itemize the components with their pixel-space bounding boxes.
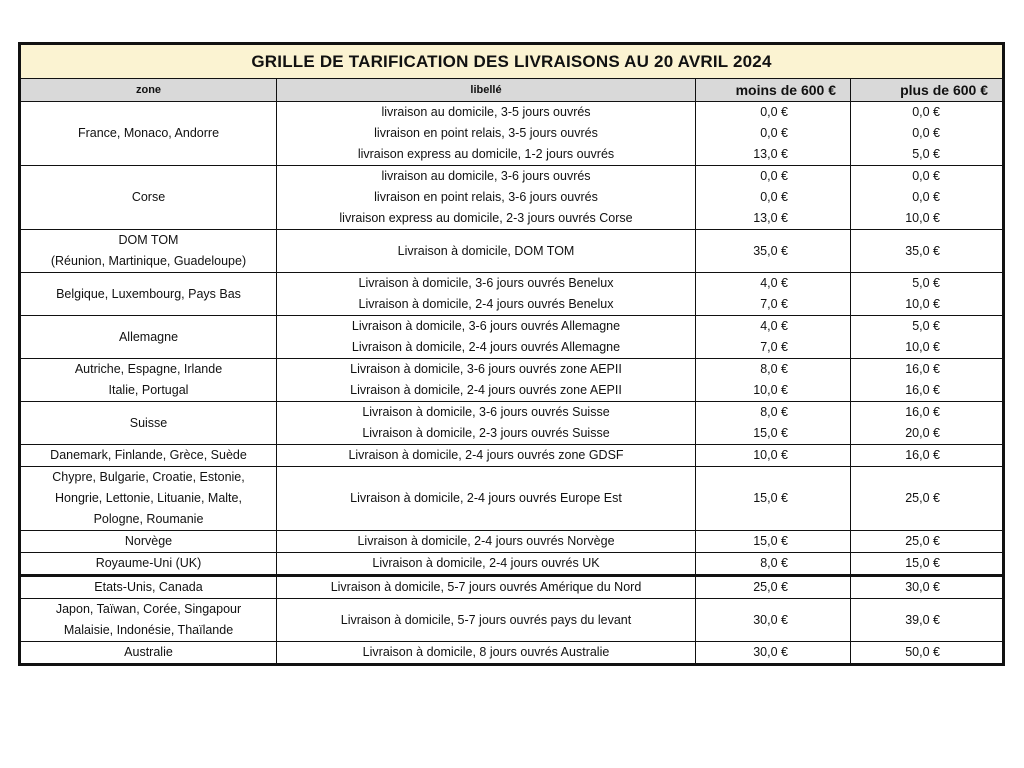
price-under-600-cell [696,402,851,445]
libelle-text: livraison express au domicile, 1-2 jours ouvrés [357,147,615,161]
libelle-cell [277,102,696,166]
price-over-600-cell [851,599,1004,642]
price-under-600-cell [696,642,851,665]
price-under-600: 8,0 € [760,556,788,570]
table-row [20,230,1004,273]
price-under-600: 7,0 € [760,340,788,354]
price-under-600-cell [696,230,851,273]
price-under-600-cell [696,316,851,359]
price-over-600: 16,0 € [905,448,940,462]
price-under-600: 30,0 € [753,645,788,659]
price-under-600: 30,0 € [753,612,788,627]
zone-label: Italie, Portugal [108,383,189,397]
price-under-600: 0,0 € [760,190,788,204]
libelle-cell [277,359,696,402]
libelle-text: livraison express au domicile, 2-3 jours ouvrés Corse [339,211,633,225]
table-row [20,531,1004,553]
price-over-600: 30,0 € [905,580,940,594]
price-over-600: 0,0 € [912,105,940,119]
price-over-600-cell [851,316,1004,359]
libelle-text: Livraison à domicile, 5-7 jours ouvrés Amérique du Nord [330,580,642,594]
column-header-libelle: libellé [277,79,696,102]
price-under-600: 0,0 € [760,169,788,183]
price-under-600: 15,0 € [753,426,788,440]
zone-label: Pologne, Roumanie [93,512,204,526]
table-row [20,402,1004,445]
table-row [20,467,1004,531]
zone-label: Autriche, Espagne, Irlande [74,362,223,376]
price-over-600-cell [851,445,1004,467]
libelle-text: Livraison à domicile, 5-7 jours ouvrés pays du levant [340,612,632,627]
table-row [20,642,1004,665]
table-row [20,359,1004,402]
zone-label: Danemark, Finlande, Grèce, Suède [50,448,247,462]
price-over-600: 10,0 € [905,211,940,225]
libelle-text: livraison en point relais, 3-5 jours ouvrés [374,126,598,140]
zone-cell [20,531,277,553]
libelle-text: Livraison à domicile, 2-4 jours ouvrés zone AEPII [350,383,622,397]
price-over-600-cell [851,102,1004,166]
table-row [20,166,1004,230]
libelle-text: Livraison à domicile, 2-4 jours ouvrés Benelux [358,297,614,311]
tariff-body [20,102,1004,665]
price-over-600: 16,0 € [905,405,940,419]
price-over-600: 5,0 € [912,276,940,290]
price-under-600: 7,0 € [760,297,788,311]
price-under-600-cell [696,445,851,467]
libelle-text: Livraison à domicile, 2-4 jours ouvrés Norvège [357,534,615,548]
libelle-cell [277,599,696,642]
price-over-600-cell [851,273,1004,316]
libelle-cell [277,642,696,665]
libelle-text: Livraison à domicile, 2-4 jours ouvrés zone GDSF [348,448,624,462]
zone-label: Hongrie, Lettonie, Lituanie, Malte, [55,491,242,505]
price-under-600-cell [696,273,851,316]
price-under-600: 10,0 € [753,448,788,462]
zone-cell [20,402,277,445]
table-row [20,599,1004,642]
libelle-cell [277,166,696,230]
libelle-cell [277,273,696,316]
price-under-600: 8,0 € [760,362,788,376]
zone-cell [20,166,277,230]
price-over-600-cell [851,230,1004,273]
zone-label: Chypre, Bulgarie, Croatie, Estonie, [52,470,245,484]
zone-label: Belgique, Luxembourg, Pays Bas [56,286,241,301]
price-under-600-cell [696,553,851,576]
price-over-600-cell [851,359,1004,402]
zone-label: Suisse [129,415,168,430]
libelle-text: Livraison à domicile, 3-6 jours ouvrés Benelux [358,276,614,290]
libelle-cell [277,553,696,576]
zone-label: (Réunion, Martinique, Guadeloupe) [50,254,247,268]
price-over-600-cell [851,531,1004,553]
price-over-600-cell [851,402,1004,445]
libelle-text: livraison au domicile, 3-6 jours ouvrés [381,169,591,183]
table-row [20,576,1004,599]
zone-label: Corse [131,190,166,204]
zone-label: Australie [124,645,173,659]
price-under-600: 4,0 € [760,276,788,290]
zone-label: Norvège [124,534,173,548]
price-under-600: 25,0 € [753,580,788,594]
price-over-600-cell [851,467,1004,531]
price-over-600-cell [851,553,1004,576]
column-header-moins-600: moins de 600 € [696,79,851,102]
zone-cell [20,445,277,467]
column-header-plus-600: plus de 600 € [851,79,1004,102]
zone-label: Royaume-Uni (UK) [95,556,202,570]
price-over-600: 0,0 € [912,126,940,140]
table-row [20,102,1004,166]
price-over-600: 10,0 € [905,340,940,354]
price-over-600: 15,0 € [905,556,940,570]
price-under-600-cell [696,467,851,531]
libelle-cell [277,445,696,467]
zone-label: France, Monaco, Andorre [77,126,220,140]
zone-cell [20,230,277,273]
libelle-text: Livraison à domicile, 3-6 jours ouvrés Allemagne [351,319,621,333]
price-under-600: 15,0 € [753,534,788,548]
libelle-cell [277,531,696,553]
libelle-cell [277,230,696,273]
price-over-600: 50,0 € [905,645,940,659]
zone-label: Japon, Taïwan, Corée, Singapour [55,602,242,616]
zone-cell [20,467,277,531]
price-over-600: 0,0 € [912,169,940,183]
price-over-600-cell [851,576,1004,599]
libelle-cell [277,576,696,599]
libelle-text: Livraison à domicile, 8 jours ouvrés Australie [362,645,610,659]
price-over-600: 20,0 € [905,426,940,440]
libelle-text: Livraison à domicile, 2-4 jours ouvrés UK [372,556,600,570]
libelle-text: Livraison à domicile, 2-3 jours ouvrés Suisse [362,426,610,440]
price-over-600-cell [851,166,1004,230]
zone-cell [20,599,277,642]
libelle-cell [277,316,696,359]
price-over-600: 25,0 € [905,534,940,548]
zone-cell [20,553,277,576]
price-under-600: 13,0 € [753,147,788,161]
zone-cell [20,642,277,665]
zone-label: Malaisie, Indonésie, Thaïlande [63,623,234,637]
zone-label: Allemagne [118,329,179,344]
price-under-600-cell [696,531,851,553]
table-title: GRILLE DE TARIFICATION DES LIVRAISONS AU 20 AVRIL 2024 [20,44,1004,79]
price-under-600: 13,0 € [753,211,788,225]
price-under-600-cell [696,359,851,402]
libelle-text: Livraison à domicile, 3-6 jours ouvrés zone AEPII [350,362,622,376]
price-under-600-cell [696,102,851,166]
price-under-600: 4,0 € [760,319,788,333]
price-under-600-cell [696,576,851,599]
table-row [20,445,1004,467]
libelle-text: livraison en point relais, 3-6 jours ouvrés [374,190,598,204]
price-under-600: 15,0 € [753,491,788,505]
libelle-text: Livraison à domicile, 2-4 jours ouvrés Europe Est [350,491,622,505]
libelle-text: Livraison à domicile, 2-4 jours ouvrés Allemagne [351,340,621,354]
libelle-text: livraison au domicile, 3-5 jours ouvrés [381,105,591,119]
table-row [20,553,1004,576]
libelle-text: Livraison à domicile, 3-6 jours ouvrés Suisse [362,405,610,419]
price-over-600: 0,0 € [912,190,940,204]
price-over-600: 16,0 € [905,362,940,376]
price-over-600: 39,0 € [905,612,940,627]
price-over-600-cell [851,642,1004,665]
tariff-sheet [18,42,1002,666]
zone-cell [20,273,277,316]
table-row [20,273,1004,316]
zone-label: DOM TOM [118,233,179,247]
price-over-600: 10,0 € [905,297,940,311]
price-under-600: 8,0 € [760,405,788,419]
price-over-600: 16,0 € [905,383,940,397]
zone-cell [20,316,277,359]
table-row [20,316,1004,359]
price-over-600: 35,0 € [905,243,940,258]
zone-label: Etats-Unis, Canada [94,580,203,594]
price-under-600: 0,0 € [760,105,788,119]
price-over-600: 25,0 € [905,491,940,505]
price-under-600: 10,0 € [753,383,788,397]
libelle-cell [277,402,696,445]
zone-cell [20,102,277,166]
zone-cell [20,576,277,599]
price-under-600-cell [696,599,851,642]
price-over-600: 5,0 € [912,319,940,333]
tariff-table [18,42,1005,666]
price-over-600: 5,0 € [912,147,940,161]
price-under-600: 0,0 € [760,126,788,140]
price-under-600-cell [696,166,851,230]
column-header-zone: zone [20,79,277,102]
zone-cell [20,359,277,402]
libelle-text: Livraison à domicile, DOM TOM [397,243,575,258]
libelle-cell [277,467,696,531]
price-under-600: 35,0 € [753,243,788,258]
